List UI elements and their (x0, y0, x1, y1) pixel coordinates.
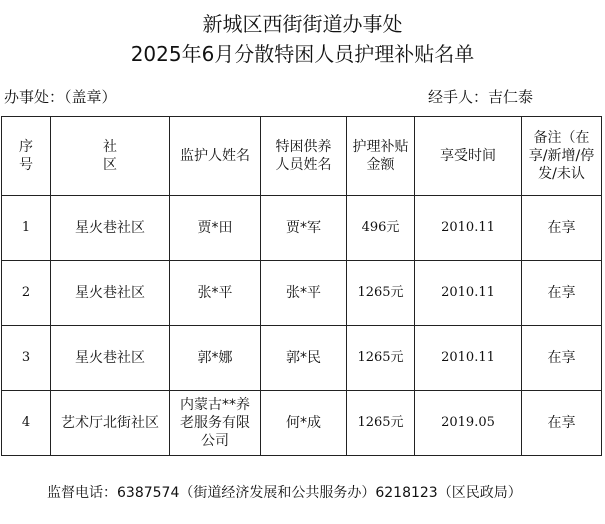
table-row (2, 326, 602, 391)
cell-seq: 4 (2, 391, 51, 456)
cell-guardian: 张*平 (170, 261, 261, 326)
cell-guardian: 内蒙古**养老服务有限公司 (170, 391, 261, 456)
cell-guardian: 贾*田 (170, 196, 261, 261)
cell-seq: 3 (2, 326, 51, 391)
header-community: 社区 (51, 117, 170, 196)
cell-community: 星火巷社区 (51, 196, 170, 261)
document-subtitle: 2025年6月分散特困人员护理补贴名单 (130, 42, 475, 66)
cell-start: 2010.11 (415, 261, 522, 326)
cell-guardian: 郭*娜 (170, 326, 261, 391)
cell-person: 张*平 (261, 261, 347, 326)
cell-person: 贾*军 (261, 196, 347, 261)
cell-person: 何*成 (261, 391, 347, 456)
cell-remark: 在享 (522, 196, 602, 261)
table-header-row (2, 117, 602, 196)
cell-remark: 在享 (522, 261, 602, 326)
cell-community: 星火巷社区 (51, 261, 170, 326)
header-amount: 护理补贴金额 (347, 117, 415, 196)
cell-remark: 在享 (522, 391, 602, 456)
cell-person: 郭*民 (261, 326, 347, 391)
cell-seq: 1 (2, 196, 51, 261)
cell-community: 艺术厅北街社区 (51, 391, 170, 456)
document-title: 新城区西街街道办事处 (202, 12, 403, 36)
table-row (2, 261, 602, 326)
cell-seq: 2 (2, 261, 51, 326)
cell-community: 星火巷社区 (51, 326, 170, 391)
header-start: 享受时间 (415, 117, 522, 196)
cell-amount: 1265元 (347, 261, 415, 326)
table-row (2, 391, 602, 456)
handler-label: 经手人：吉仁泰 (428, 88, 534, 106)
cell-amount: 496元 (347, 196, 415, 261)
cell-start: 2019.05 (415, 391, 522, 456)
header-person: 特困供养人员姓名 (261, 117, 347, 196)
cell-start: 2010.11 (415, 196, 522, 261)
cell-remark: 在享 (522, 326, 602, 391)
cell-amount: 1265元 (347, 326, 415, 391)
header-guardian: 监护人姓名 (170, 117, 261, 196)
header-remark: 备注（在享/新增/停发/未认 (522, 117, 602, 196)
cell-start: 2010.11 (415, 326, 522, 391)
header-seq: 序号 (2, 117, 51, 196)
office-seal-label: 办事处：（盖章） (4, 88, 117, 106)
subsidy-table (1, 116, 602, 456)
table-row (2, 196, 602, 261)
cell-amount: 1265元 (347, 391, 415, 456)
supervision-phone-note: 监督电话：6387574（街道经济发展和公共服务办）6218123（区民政局） (47, 485, 522, 501)
